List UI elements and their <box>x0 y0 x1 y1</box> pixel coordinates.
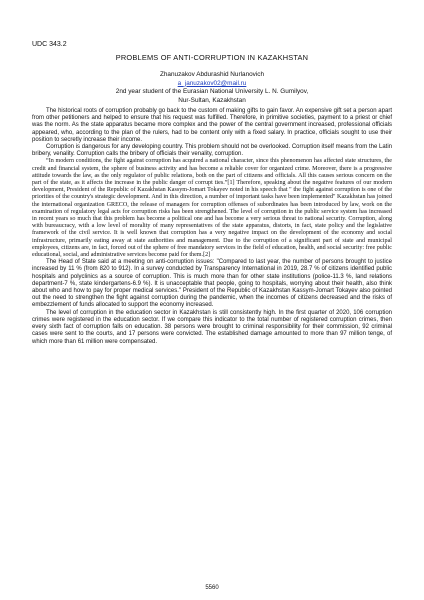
author-email-link[interactable]: a_januzakov02@mail.ru <box>177 79 247 87</box>
author-city: Nur-Sultan, Kazakhstan <box>178 96 246 104</box>
author-name: Zhanuzakov Abdurashid Nurlanovich <box>159 71 265 78</box>
paragraph: The Head of State said at a meeting on anti-corruption issues: "Compared to last year, the number of persons brought to justice increased by 11 % (from 820 to 912). In a survey conducted by Transparency International in 2019, 28.7 % of citizens identified public hospitals and polyclinics as a source of corruption. This is much more than for other state institutions (police-11.3 %, land relations department-7 %, state kindergartens-6.9 %). It is unacceptable that people, going to hospitals, worrying about their health, also think about who and how to pay for proper medical services." President of the Republic of Kazakhstan Kassym-Jomart Tokayev also pointed out the need to strengthen the fight against corruption during the pandemic, when the incomes of citizens decreased and the risks of embezzlement of funds allocated to support the economy increased. <box>32 259 392 309</box>
paragraph: The historical roots of corruption probably go back to the custom of making gifts to gain favor. An expensive gift set a person apart from other petitioners and helped to ensure that his request was fulfilled. Therefore, in primitive societies, payment to a priest or chief was the norm. As the state apparatus became more complex and the power of the central government increased, professional officials appeared, who, according to the plan of the rulers, had to be content only with a fixed salary. In practice, officials sought to use their position to secretly increase their income. <box>32 108 392 143</box>
paper-title: PROBLEMS OF ANTI-CORRUPTION IN KAZAKHSTAN <box>115 53 309 62</box>
article-body <box>32 108 392 346</box>
author-affiliation: 2nd year student of the Eurasian National University L. N. Gumilyov, <box>115 88 309 96</box>
udc-code: UDC 343.2 <box>32 41 67 48</box>
paragraph: “In modern conditions, the fight against corruption has acquired a national character, since this phenomenon has affected state structures, the credit and financial system, the sphere of business activity and has become a reliable cover for organized crime. Moreover, there is a progressive attitude towards the law, as the only regulator of public relations, both on the part of citizens and officials. All this causes serious concern on the part of the state, as it affects the increase in the public danger of corrupt ties.”[1] Therefore, speaking about the negative features of our modern development, President of the Republic of Kazakhstan Kassym-Jomart Tokayev noted in his speech that " the fight against corruption is one of the priorities of the country's strategic development. And in this direction, a number of important tasks have been implemented" Kazakhstan has joined the international organization GRECO, the release of managers for corruption offenses of subordinates has been introduced by law, work on the examination of regulatory legal acts for corruption risks has been strengthened. The level of corruption in the public service system has increased in recent years so much that this problem has become a political one and has become a very serious threat to national security. Corruption, along with bureaucracy, with a low level of morality of many representatives of the state apparatus, distorts, in fact, state policy and the legislative framework of the civil service. It is well known that corruption has a very negative impact on the development of the economy and social infrastructure, primarily eating away at state authorities and management. Due to the corruption of a significant part of state and municipal employees, citizens are, in fact, forced out of the sphere of free mandatory services in the field of education, health, and social security: free public educational, social, and administrative services become paid for them.[2] <box>32 158 392 259</box>
author-block <box>32 71 392 105</box>
paragraph: The level of corruption in the education sector in Kazakhstan is still consistently high. In the first quarter of 2020, 106 corruption crimes were registered in the education sector. If we compare this indicator to the total number of registered corruption crimes, then every sixth fact of corruption falls on education. 38 persons were brought to criminal responsibility for their commission, 92 criminal cases were sent to the courts, and 17 persons were convicted. The established damage amounted to more than 97 million tenge, of which more than 61 million were compensated. <box>32 309 392 345</box>
paragraph: Corruption is dangerous for any developing country. This problem should not be overlooked. Corruption itself means from the Latin bribery, venality. Corruption calls the bribery of officials their venality, corruption. <box>32 144 392 158</box>
page-number: 5560 <box>205 585 219 591</box>
